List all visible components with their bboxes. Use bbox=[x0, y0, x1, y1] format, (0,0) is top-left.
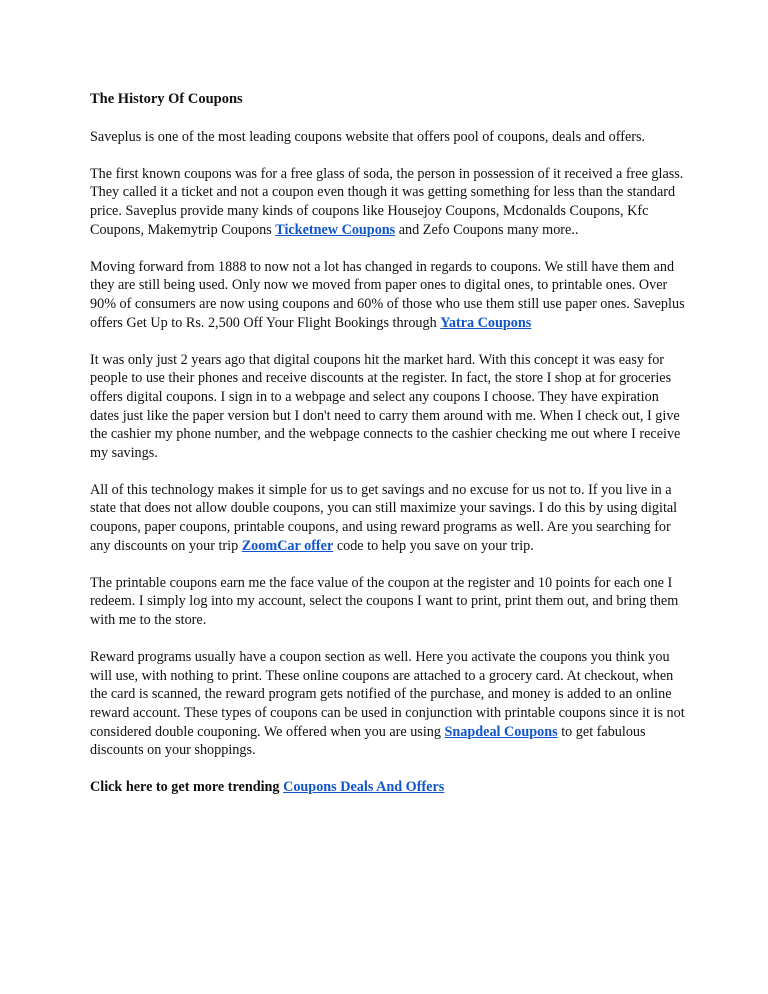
paragraph-history bbox=[90, 165, 690, 239]
paragraph-moving-forward-text: Moving forward from 1888 to now not a lot has changed in regards to coupons. We still have them and they are still being used. Only now we moved from paper ones to digital ones, to printable ones. Over 90% of consumers are now using coupons and 60% of those who use them still use paper ones. Saveplus offers Get Up to Rs. 2,500 Off Your Flight Bookings through bbox=[90, 258, 685, 331]
footer-cta-text: Click here to get more trending bbox=[90, 779, 284, 796]
paragraph-digital-coupons: It was only just 2 years ago that digital coupons hit the market hard. With this concept it was easy for people to use their phones and receive discounts at the register. In fact, the store I shop at for groceries offers digital coupons. I sign in to a webpage and select any coupons I choose. They have expiration dates just like the paper version but I don't need to carry them around with me. When I check out, I give the cashier my phone number, and the webpage connects to the cashier checking me out where I receive my savings. bbox=[90, 351, 681, 461]
ticketnew-coupons-link[interactable]: Ticketnew Coupons bbox=[275, 221, 396, 238]
paragraph-intro: Saveplus is one of the most leading coupons website that offers pool of coupons, deals and offers. bbox=[90, 128, 646, 145]
footer-cta bbox=[90, 778, 690, 797]
document-title: The History Of Coupons bbox=[90, 91, 243, 107]
paragraph-technology-after: code to help you save on your trip. bbox=[333, 537, 534, 554]
paragraph-technology bbox=[90, 481, 690, 555]
coupons-deals-offers-link[interactable]: Coupons Deals And Offers bbox=[283, 779, 445, 796]
paragraph-history-text: The first known coupons was for a free glass of soda, the person in possession of it received a free glass. They called it a ticket and not a coupon even though it was getting something for less than the standard price. Saveplus provide many kinds of coupons like Housejoy Coupons, Mcdonalds Coupons, Kfc Coupons, Makemytrip Coupons bbox=[90, 165, 684, 238]
yatra-coupons-link[interactable]: Yatra Coupons bbox=[440, 314, 532, 331]
paragraph-reward-after: to get fabulous discounts on your shoppings. bbox=[90, 723, 646, 759]
snapdeal-coupons-link[interactable]: Snapdeal Coupons bbox=[444, 723, 558, 740]
paragraph-technology-text: All of this technology makes it simple for us to get savings and no excuse for us not to. If you live in a state that does not allow double coupons, you can still maximize your savings. I do this by using digital coupons, paper coupons, printable coupons, and using reward programs as well. Are you searching for any discounts on your trip bbox=[90, 481, 678, 554]
paragraph-printable: The printable coupons earn me the face value of the coupon at the register and 10 points for each one I redeem. I simply log into my account, select the coupons I want to print, print them out, and bring them with me to the store. bbox=[90, 574, 679, 629]
document-page bbox=[90, 90, 690, 816]
paragraph-history-after: and Zefo Coupons many more.. bbox=[395, 221, 579, 238]
paragraph-reward-programs bbox=[90, 648, 690, 760]
zoomcar-offer-link[interactable]: ZoomCar offer bbox=[241, 537, 334, 554]
paragraph-reward-text: Reward programs usually have a coupon section as well. Here you activate the coupons you think you will use, with nothing to print. These online coupons are attached to a grocery card. At checkout, when the card is scanned, the reward program gets notified of the purchase, and money is added to an online reward account. These types of coupons can be used in conjunction with printable coupons since it is not considered double couponing. We offered when you are using bbox=[90, 649, 685, 740]
paragraph-moving-forward bbox=[90, 258, 690, 332]
